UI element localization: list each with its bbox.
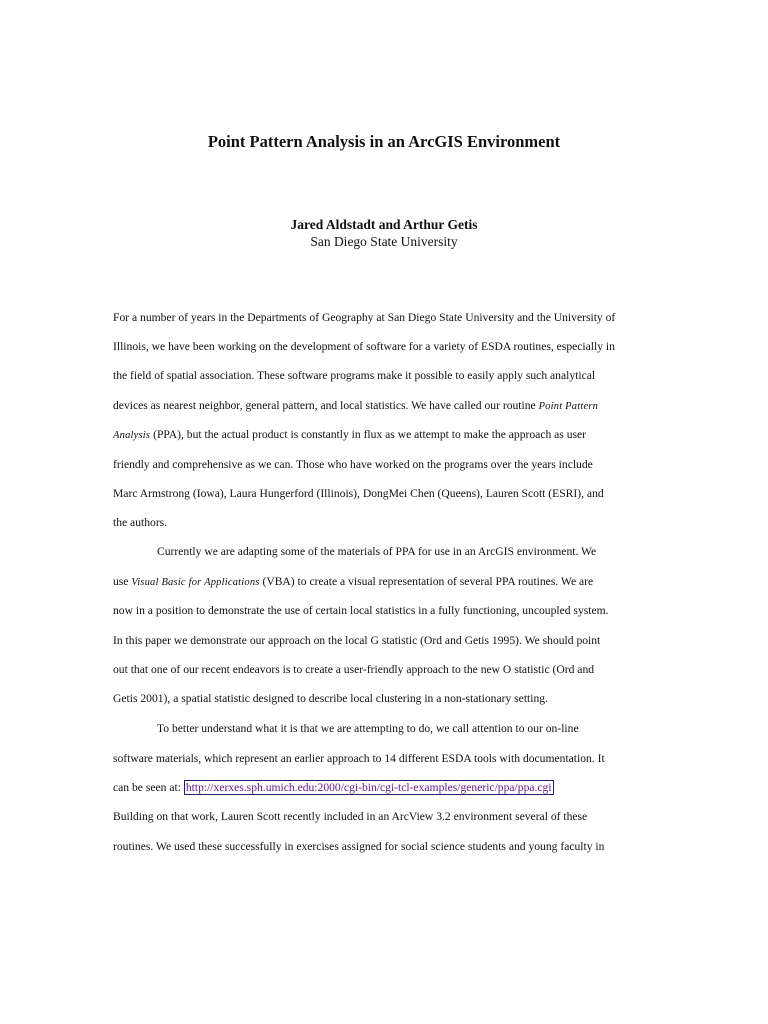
paper-title: Point Pattern Analysis in an ArcGIS Environment bbox=[207, 132, 561, 151]
para2-line4: In this paper we demonstrate our approach on the local G statistic (Ord and Getis 1995). We should point bbox=[113, 634, 601, 647]
para2-line5: out that one of our recent endeavors is to create a user-friendly approach to the new O statistic (Ord and bbox=[113, 663, 595, 676]
para1-line2: Illinois, we have been working on the development of software for a variety of ESDA routines, especially in bbox=[113, 340, 615, 353]
para3-line1: To better understand what it is that we are attempting to do, we call attention to our on-line bbox=[157, 722, 579, 735]
para1-line6: friendly and comprehensive as we can. Those who have worked on the programs over the years include bbox=[113, 458, 593, 471]
para3-line4: Building on that work, Lauren Scott recently included in an ArcView 3.2 environment several of these bbox=[113, 810, 588, 823]
routine-name-italic-cont: Analysis bbox=[113, 430, 151, 441]
paper-authors: Jared Aldstadt and Arthur Getis bbox=[290, 217, 478, 232]
para1-line5 bbox=[113, 428, 658, 443]
para2-line1: Currently we are adapting some of the materials of PPA for use in an ArcGIS environment. We bbox=[157, 545, 597, 558]
para1-line1: For a number of years in the Departments of Geography at San Diego State University and the University of bbox=[113, 311, 616, 324]
para3-line5: routines. We used these successfully in exercises assigned for social science students and young faculty in bbox=[113, 840, 605, 853]
paper-affiliation: San Diego State University bbox=[310, 234, 458, 249]
para3-line3 bbox=[113, 781, 658, 795]
para1-line4 bbox=[113, 399, 658, 414]
para3-line3-text: can be seen at: bbox=[113, 781, 184, 794]
para2-line3: now in a position to demonstrate the use of certain local statistics in a fully functioning, uncoupled system. bbox=[113, 604, 609, 617]
para2-line6: Getis 2001), a spatial statistic designed to describe local clustering in a non-stationary setting. bbox=[113, 692, 548, 705]
para3-line2: software materials, which represent an earlier approach to 14 different ESDA tools with documentation. It bbox=[113, 752, 605, 765]
para2-line2-end: (VBA) to create a visual representation of several PPA routines. We are bbox=[259, 575, 594, 588]
para2-line2-start: use bbox=[113, 575, 132, 588]
routine-name-italic: Point Pattern bbox=[538, 401, 599, 412]
para1-line3: the field of spatial association. These software programs make it possible to easily apply such analytical bbox=[113, 369, 596, 382]
para1-line4-text: devices as nearest neighbor, general pattern, and local statistics. We have called our routine bbox=[113, 399, 539, 412]
para1-line7: Marc Armstrong (Iowa), Laura Hungerford (Illinois), DongMei Chen (Queens), Lauren Scott (ESRI), and bbox=[113, 487, 604, 500]
ppa-url-link[interactable]: http://xerxes.sph.umich.edu:2000/cgi-bin/cgi-tcl-examples/generic/ppa/ppa.cgi bbox=[185, 781, 552, 794]
para1-line5-text: (PPA), but the actual product is constantly in flux as we attempt to make the approach as user bbox=[150, 428, 587, 441]
para2-line2 bbox=[113, 575, 658, 590]
vba-name-italic: Visual Basic for Applications bbox=[131, 577, 260, 588]
para1-line8: the authors. bbox=[113, 516, 168, 529]
